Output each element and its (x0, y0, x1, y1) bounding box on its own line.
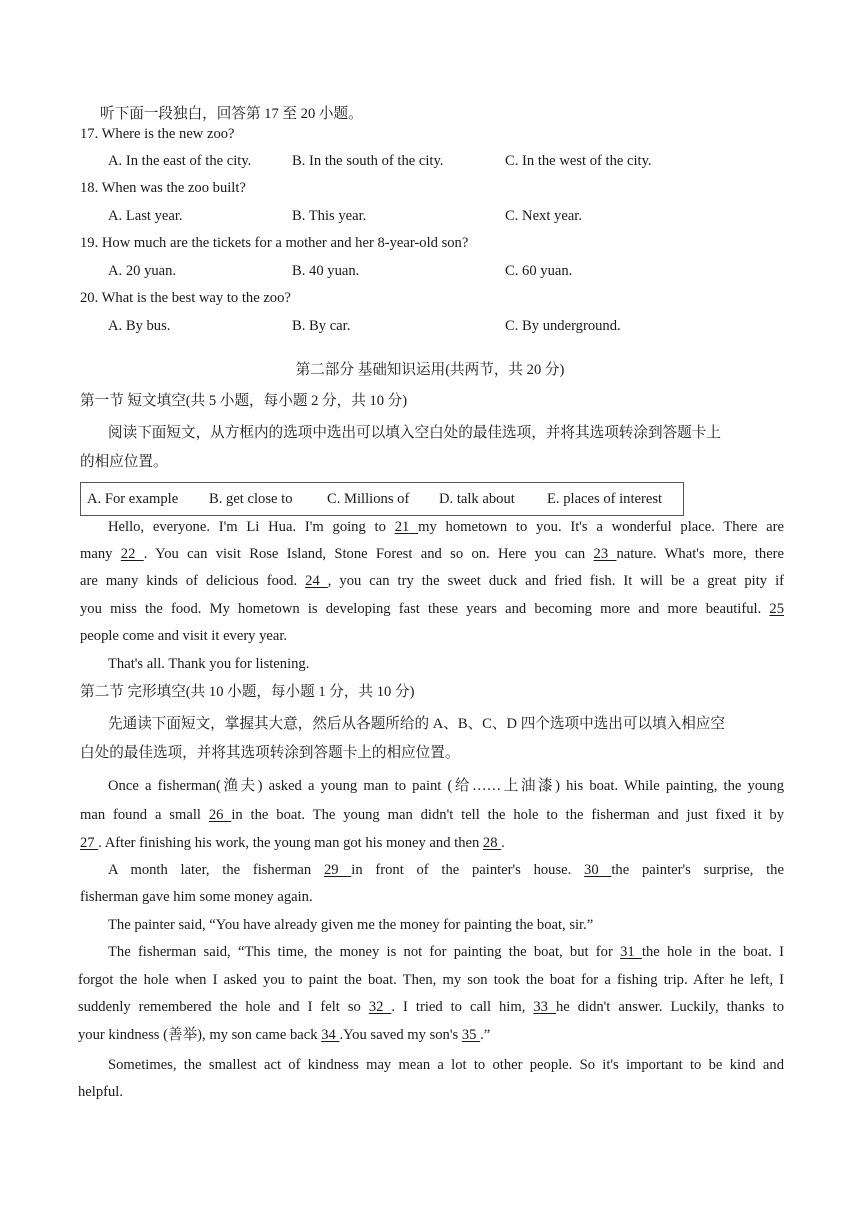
cloze-line10: your kindness (善举), my son came back 34 .You saved my son's 35 .” (78, 1027, 491, 1043)
passage1-closing: That's all. Thank you for listening. (108, 656, 310, 672)
option-20b: B. By car. (292, 318, 351, 334)
blank-24: 24 (305, 573, 328, 589)
blank-22: 22 (120, 546, 144, 562)
blank-27: 27 (80, 835, 99, 851)
blank-34: 34 (321, 1027, 340, 1043)
option-box-b: B. get close to (209, 491, 293, 507)
cloze-line12: helpful. (78, 1084, 123, 1100)
option-19c: C. 60 yuan. (505, 263, 573, 279)
blank-21: 21 (394, 519, 419, 535)
passage1-line5: people come and visit it every year. (80, 628, 288, 644)
section2-instruction-line2: 白处的最佳选项，并将其选项转涂到答题卡上的相应位置。 (80, 745, 460, 761)
blank-23: 23 (593, 546, 617, 562)
cloze-line11: Sometimes, the smallest act of kindness may mean a lot to other people. So it's important to be kind and (108, 1057, 784, 1073)
blank-28: 28 (482, 835, 502, 851)
option-box-c: C. Millions of (327, 491, 410, 507)
option-20a: A. By bus. (108, 318, 171, 334)
option-19b: B. 40 yuan. (292, 263, 360, 279)
option-18a: A. Last year. (108, 208, 183, 224)
section1-instruction-line1: 阅读下面短文，从方框内的选项中选出可以填入空白处的最佳选项，并将其选项转涂到答题卡上 (108, 425, 721, 441)
cloze-line4: A month later, the fisherman 29 in front of the painter's house. 30 the painter's surprise, the (108, 862, 784, 878)
option-20c: C. By underground. (505, 318, 621, 334)
option-17a: A. In the east of the city. (108, 153, 252, 169)
section2-heading: 第二节 完形填空(共 10 小题，每小题 1 分，共 10 分) (80, 684, 415, 700)
cloze-line1: Once a fisherman(渔夫) asked a young man to paint (给……上油漆) his boat. While painting, the young (108, 778, 784, 794)
option-17c: C. In the west of the city. (505, 153, 652, 169)
passage1-line4: you miss the food. My hometown is developing fast these years and becoming more and more beautiful. 25 (80, 601, 784, 617)
blank-35: 35 (461, 1027, 481, 1043)
question-19: 19. How much are the tickets for a mother and her 8-year-old son? (80, 235, 469, 251)
blank-33: 33 (533, 999, 556, 1015)
blank-29: 29 (323, 862, 352, 878)
question-17: 17. Where is the new zoo? (80, 126, 235, 142)
option-box-d: D. talk about (439, 491, 515, 507)
option-19a: A. 20 yuan. (108, 263, 177, 279)
cloze-line9: suddenly remembered the hole and I felt so 32 . I tried to call him, 33 he didn't answer. Luckily, thanks to (78, 999, 785, 1015)
question-18: 18. When was the zoo built? (80, 180, 246, 196)
passage1-line2: many 22 . You can visit Rose Island, Stone Forest and so on. Here you can 23 nature. What's more, there (80, 546, 785, 562)
section1-heading: 第一节 短文填空(共 5 小题，每小题 2 分，共 10 分) (80, 393, 408, 409)
cloze-line7: The fisherman said, “This time, the money is not for painting the boat, but for 31 the hole in the boat. I (108, 944, 784, 960)
blank-26: 26 (208, 807, 232, 823)
blank-31: 31 (620, 944, 642, 960)
option-box-a: A. For example (87, 491, 179, 507)
listening-instruction: 听下面一段独白，回答第 17 至 20 小题。 (100, 106, 363, 122)
section1-instruction-line2: 的相应位置。 (80, 454, 168, 470)
blank-25: 25 (769, 601, 784, 617)
option-box (80, 482, 684, 516)
section2-instruction-line1: 先通读下面短文，掌握其大意，然后从各题所给的 A、B、C、D 四个选项中选出可以填入相应空 (108, 716, 726, 732)
passage1-line1: Hello, everyone. I'm Li Hua. I'm going to 21 my hometown to you. It's a wonderful place. There are (108, 519, 784, 535)
blank-32: 32 (368, 999, 392, 1015)
option-18c: C. Next year. (505, 208, 583, 224)
cloze-line8: forgot the hole when I asked you to paint the boat. Then, my son took the boat for a fishing trip. After he left, I (78, 972, 784, 988)
cloze-line2: man found a small 26 in the boat. The young man didn't tell the hole to the fisherman and just fixed it by (80, 807, 784, 823)
option-box-e: E. places of interest (547, 491, 663, 507)
passage1-line3: are many kinds of delicious food. 24 , you can try the sweet duck and fried fish. It will be a great pity if (80, 573, 785, 589)
cloze-line5: fisherman gave him some money again. (80, 889, 313, 905)
cloze-line6: The painter said, “You have already given me the money for painting the boat, sir.” (108, 917, 594, 933)
question-20: 20. What is the best way to the zoo? (80, 290, 291, 306)
blank-30: 30 (584, 862, 612, 878)
option-18b: B. This year. (292, 208, 367, 224)
option-17b: B. In the south of the city. (292, 153, 444, 169)
part2-title: 第二部分 基础知识运用(共两节，共 20 分) (295, 362, 565, 378)
cloze-line3: 27 . After finishing his work, the young man got his money and then 28 . (80, 835, 505, 851)
